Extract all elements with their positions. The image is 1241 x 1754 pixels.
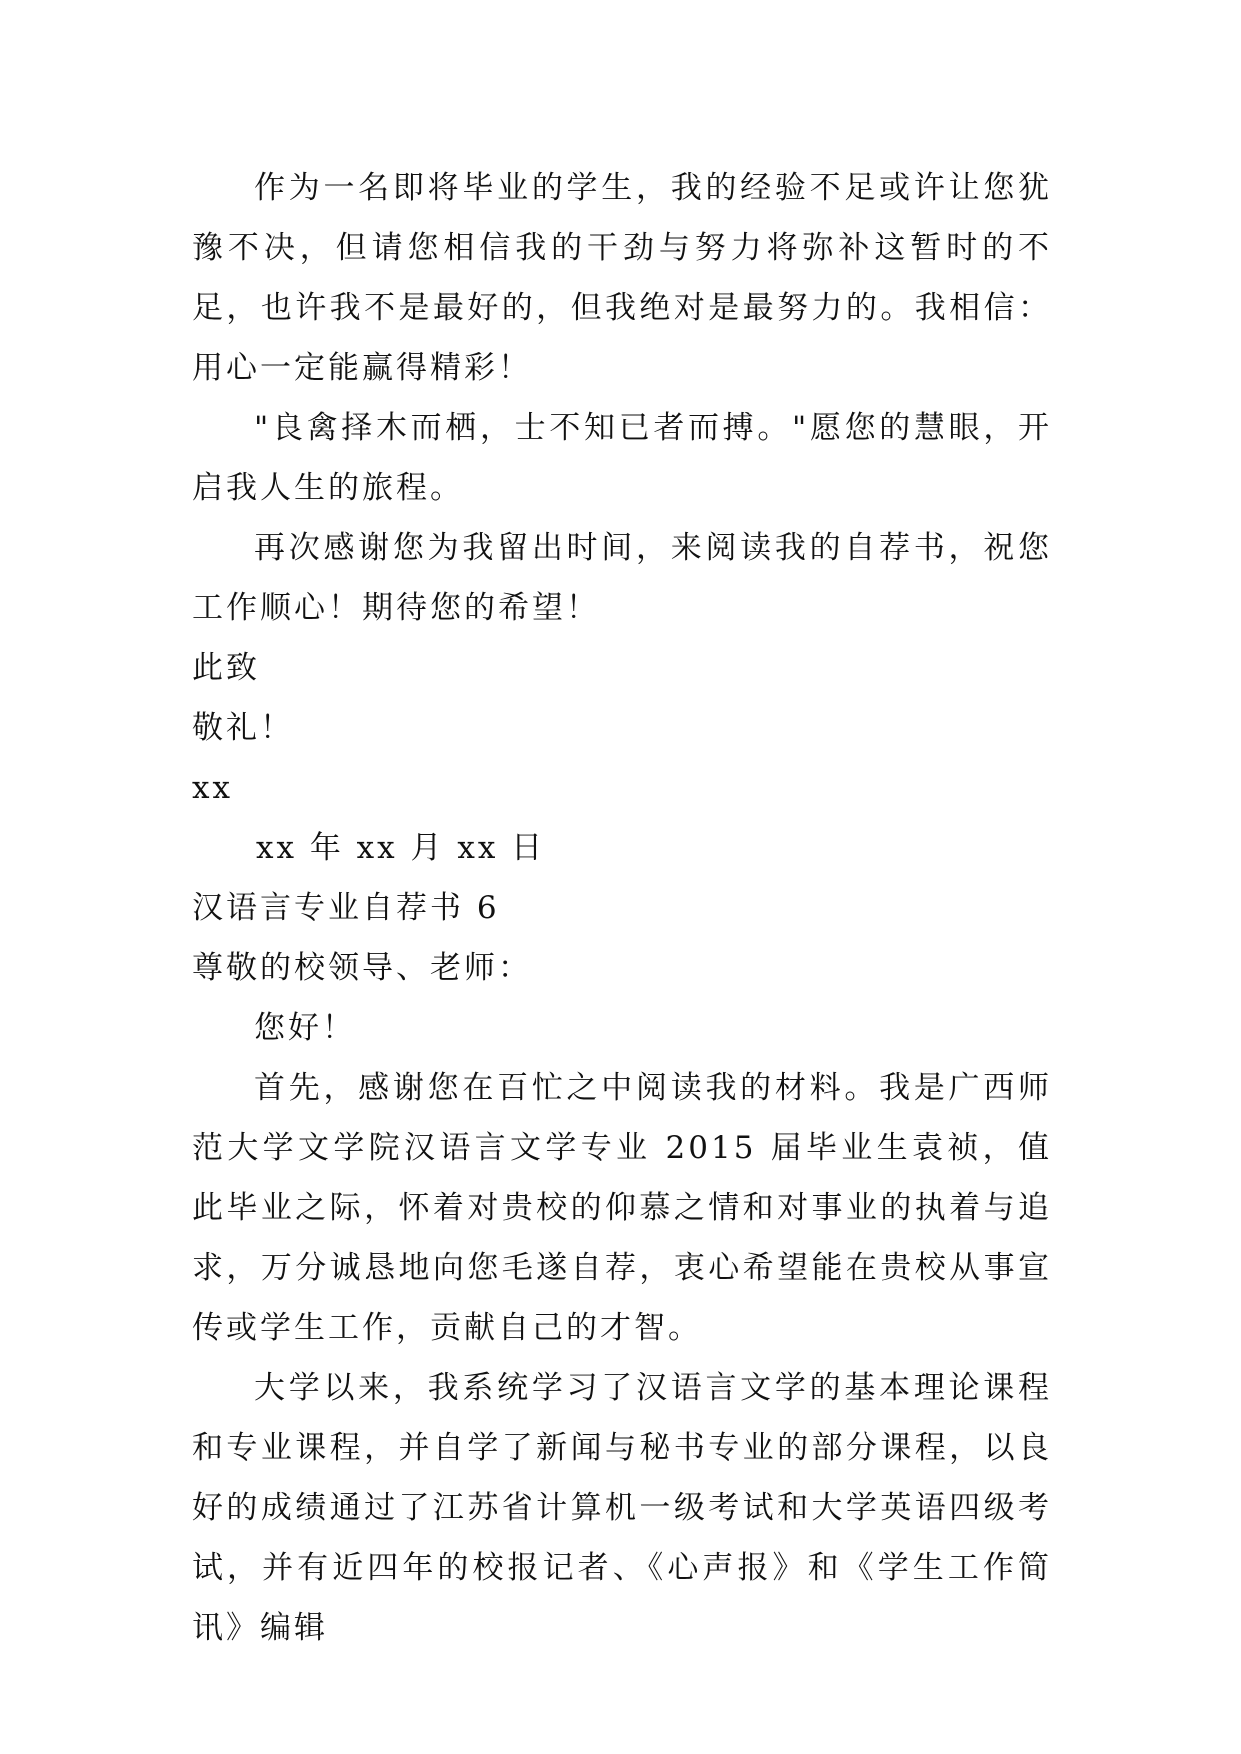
document-text	[192, 158, 1052, 1658]
section-title: 汉语言专业自荐书 6	[192, 890, 500, 926]
closing-respect: 敬礼！	[192, 710, 294, 746]
paragraph-graduate-statement: 作为一名即将毕业的学生，我的经验不足或许让您犹豫不决，但请您相信我的干劲与努力将弥补这暂时的不足，也许我不是最好的，但我绝对是最努力的。我相信：用心一定能赢得精彩！	[192, 170, 1052, 386]
paragraph-studies: 大学以来，我系统学习了汉语言文学的基本理论课程和专业课程，并自学了新闻与秘书专业的部分课程，以良好的成绩通过了江苏省计算机一级考试和大学英语四级考试，并有近四年的校报记者、《心声报》和《学生工作简讯》编辑	[192, 1370, 1052, 1646]
paragraph-introduction: 首先，感谢您在百忙之中阅读我的材料。我是广西师范大学文学院汉语言文学专业 2015 届毕业生袁祯，值此毕业之际，怀着对贵校的仰慕之情和对事业的执着与追求，万分诚恳地向您毛遂自荐，衷心希望能在贵校从事宣传或学生工作，贡献自己的才智。	[192, 1070, 1052, 1346]
addressee: 尊敬的校领导、老师：	[192, 950, 532, 986]
greeting-hello: 您好！	[254, 1010, 356, 1046]
date-line: xx 年 xx 月 xx 日	[256, 830, 546, 866]
closing-salutation: 此致	[192, 650, 260, 686]
paragraph-quote: "良禽择木而栖，士不知已者而搏。"愿您的慧眼，开启我人生的旅程。	[192, 410, 1052, 506]
paragraph-thanks: 再次感谢您为我留出时间，来阅读我的自荐书，祝您工作顺心！期待您的希望！	[192, 530, 1052, 626]
signature: xx	[192, 770, 233, 806]
